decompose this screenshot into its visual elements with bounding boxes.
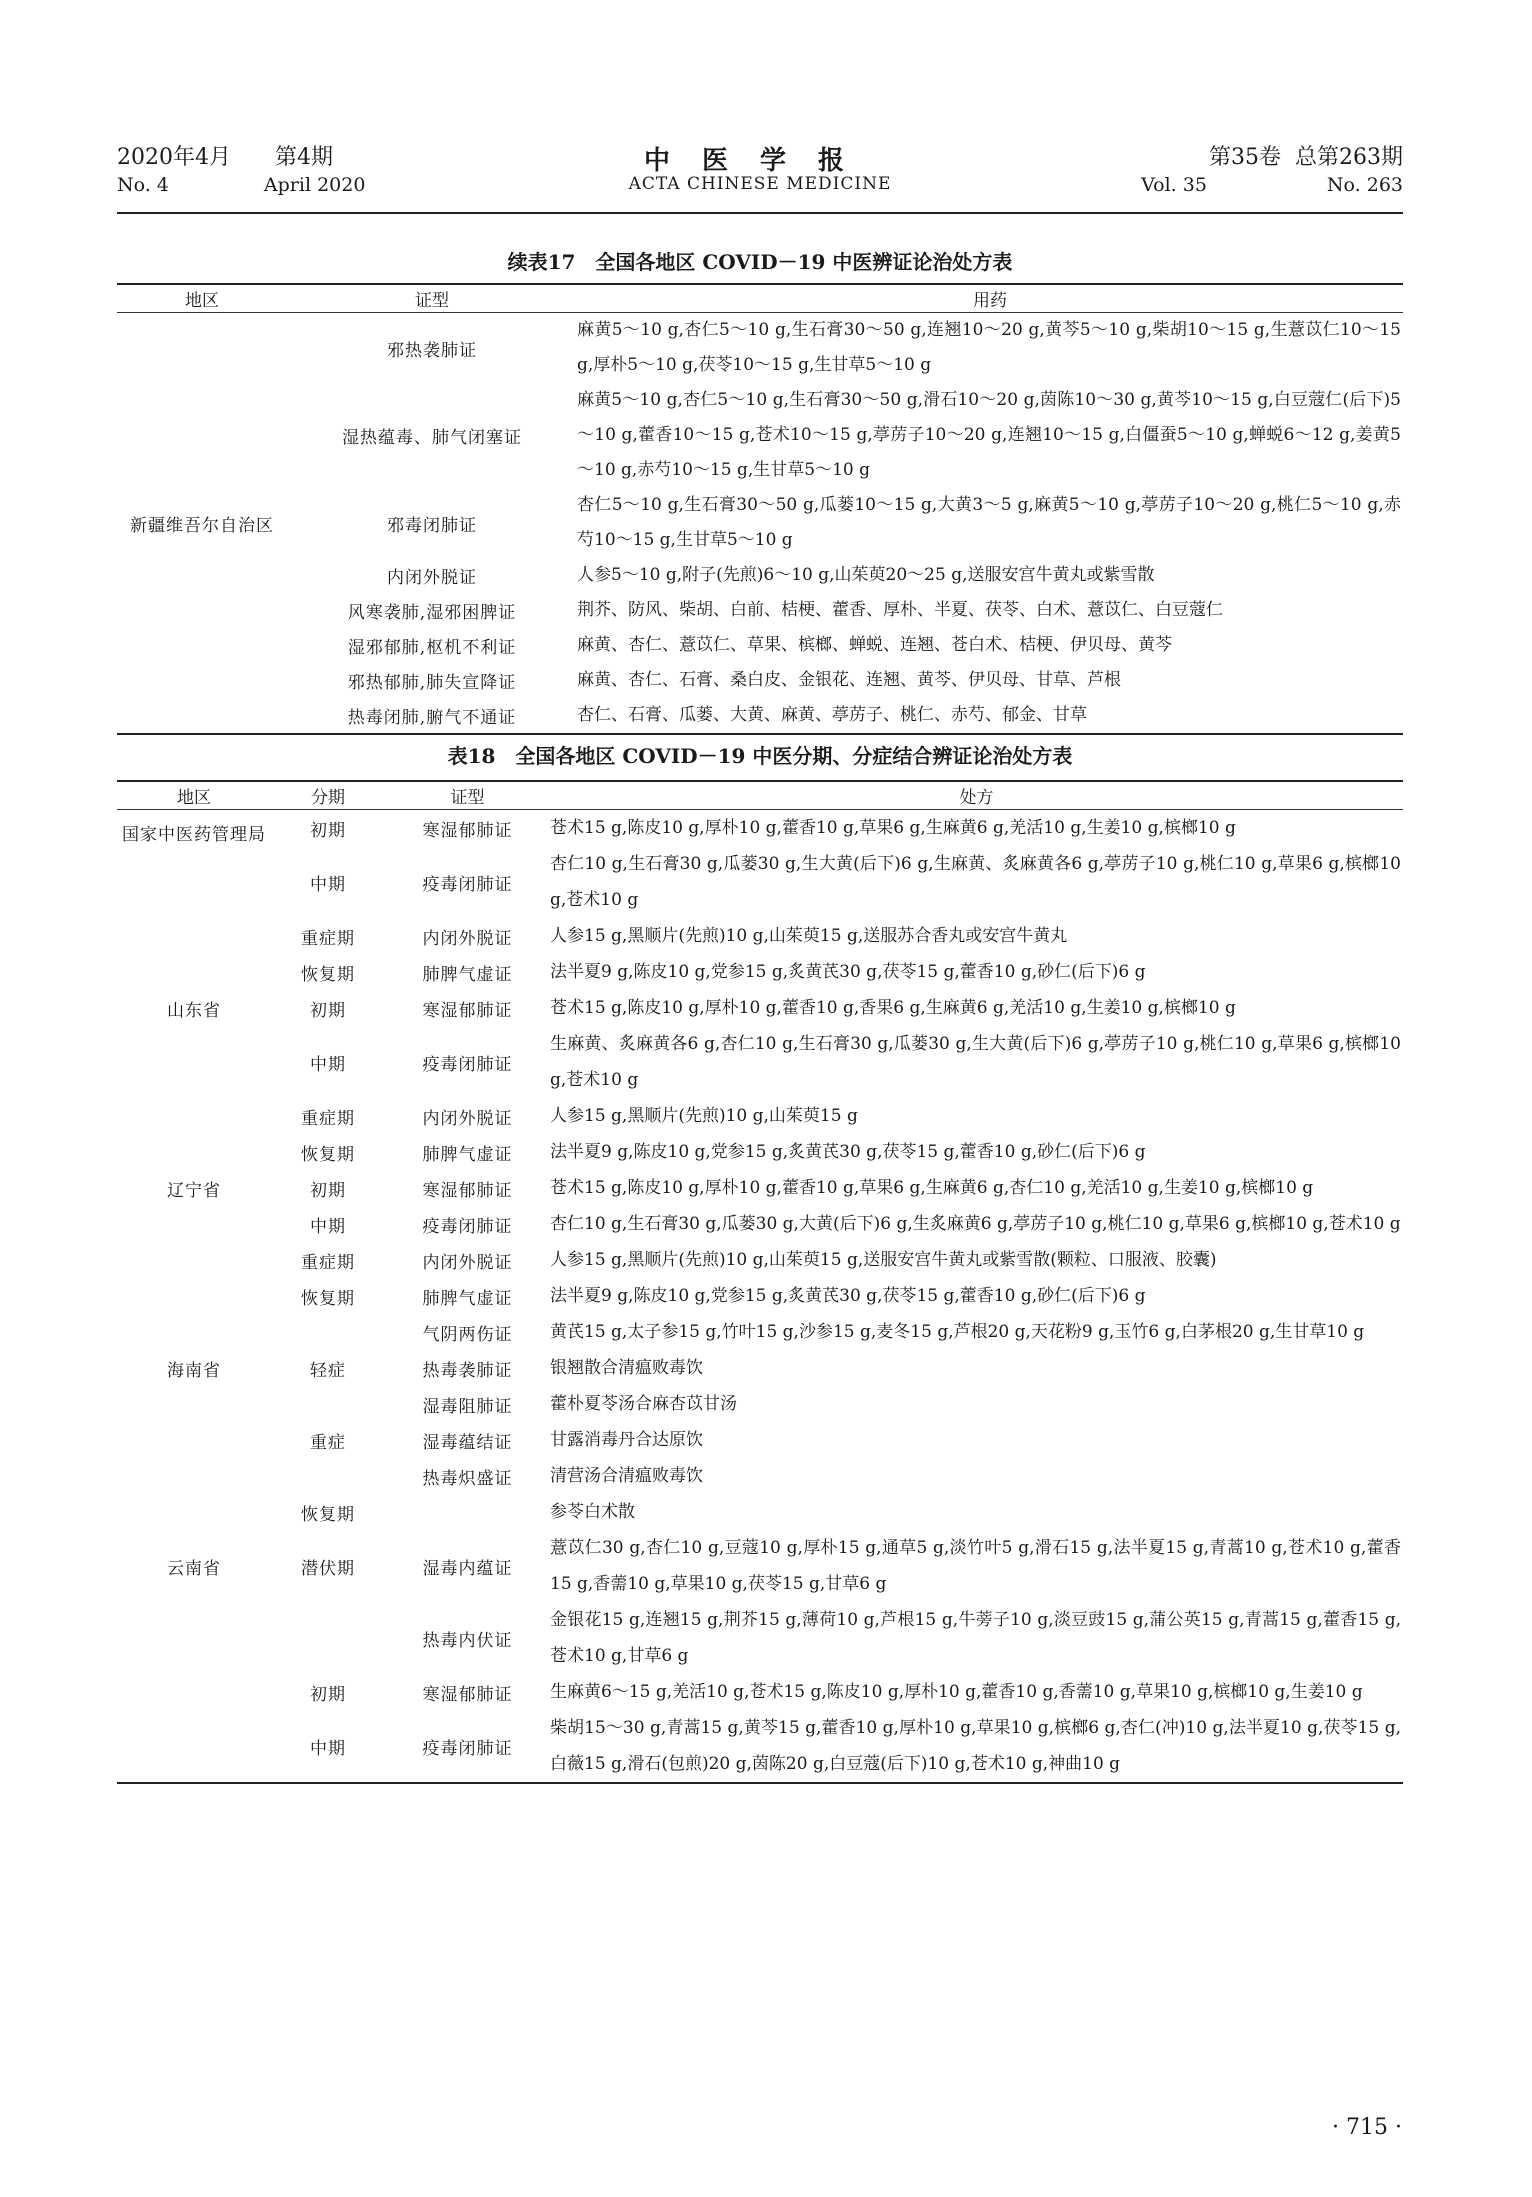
syndrome-cell: 邪毒闭肺证 <box>387 515 477 536</box>
syndrome-cell: 疫毒闭肺证 <box>422 1738 513 1759</box>
table-row <box>117 1350 1403 1386</box>
region-cell: 海南省 <box>167 1360 221 1381</box>
syndrome-cell <box>385 1494 550 1530</box>
table18-col-stage: 分期 <box>271 781 385 810</box>
prescription-cell: 杏仁10 g,生石膏30 g,瓜蒌30 g,大黄(后下)6 g,生炙麻黄6 g,葶苈子10 g,桃仁10 g,草果6 g,槟榔10 g,苍术10 g <box>550 1214 1401 1234</box>
header-rule <box>117 212 1403 214</box>
table-row <box>117 1314 1403 1350</box>
table17-col-syndrome: 证型 <box>287 284 577 313</box>
header-year-month: 2020年4月 <box>117 145 231 170</box>
syndrome-cell: 邪热袭肺证 <box>387 340 477 361</box>
prescription-cell: 荆芥、防风、柴胡、白前、桔梗、藿香、厚朴、半夏、茯苓、白术、薏苡仁、白豆蔻仁 <box>577 600 1223 620</box>
prescription-cell: 苍术15 g,陈皮10 g,厚朴10 g,藿香10 g,草果6 g,生麻黄6 g,杏仁10 g,羌活10 g,生姜10 g,槟榔10 g <box>550 1178 1314 1198</box>
stage-cell: 中期 <box>310 1054 346 1075</box>
prescription-cell: 清营汤合清瘟败毒饮 <box>550 1466 703 1486</box>
syndrome-cell: 疫毒闭肺证 <box>422 1216 513 1237</box>
prescription-cell: 杏仁、石膏、瓜蒌、大黄、麻黄、葶苈子、桃仁、赤芍、郁金、甘草 <box>577 705 1087 725</box>
prescription-cell: 麻黄、杏仁、薏苡仁、草果、槟榔、蝉蜕、连翘、苍白术、桔梗、伊贝母、黄芩 <box>577 635 1172 655</box>
prescription-cell: 杏仁10 g,生石膏30 g,瓜蒌30 g,生大黄(后下)6 g,生麻黄、炙麻黄各6 g,葶苈子10 g,桃仁10 g,草果6 g,槟榔10 g,苍术10 g <box>550 854 1401 910</box>
syndrome-cell: 肺脾气虚证 <box>422 1144 513 1165</box>
syndrome-cell: 湿毒内蕴证 <box>422 1558 513 1579</box>
syndrome-cell: 肺脾气虚证 <box>422 1288 513 1309</box>
syndrome-cell: 寒湿郁肺证 <box>422 1180 513 1201</box>
table-row <box>117 1098 1403 1134</box>
table-row <box>117 1242 1403 1278</box>
table-row <box>117 990 1403 1026</box>
table-row <box>117 1710 1403 1783</box>
table-row <box>117 698 1403 734</box>
syndrome-cell: 邪热郁肺,肺失宣降证 <box>347 673 517 693</box>
stage-cell: 重症 <box>310 1432 346 1453</box>
prescription-cell: 法半夏9 g,陈皮10 g,党参15 g,炙黄芪30 g,茯苓15 g,藿香10 g,砂仁(后下)6 g <box>550 1142 1146 1162</box>
running-header <box>117 140 1403 210</box>
table17-col-medication: 用药 <box>577 284 1403 313</box>
table18-caption: 表18 全国各地区 COVID－19 中医分期、分症结合辨证论治处方表 <box>447 744 1073 768</box>
table-row <box>117 846 1403 918</box>
stage-cell: 重症期 <box>301 928 355 949</box>
syndrome-cell: 内闭外脱证 <box>387 568 477 588</box>
header-issue: 第4期 <box>275 145 333 170</box>
prescription-cell: 银翘散合清瘟败毒饮 <box>550 1358 703 1378</box>
journal-title-en: ACTA CHINESE MEDICINE <box>628 174 892 194</box>
region-cell: 新疆维吾尔自治区 <box>130 515 274 536</box>
stage-cell: 重症期 <box>301 1108 355 1129</box>
prescription-cell: 人参5～10 g,附子(先煎)6～10 g,山茱萸20～25 g,送服安宫牛黄丸或紫雪散 <box>577 565 1155 585</box>
table-row <box>117 1278 1403 1314</box>
stage-cell: 重症期 <box>301 1252 355 1273</box>
stage-cell: 轻症 <box>310 1360 346 1381</box>
prescription-cell: 甘露消毒丹合达原饮 <box>550 1430 703 1450</box>
stage-cell: 初期 <box>310 820 346 841</box>
region-cell: 国家中医药管理局 <box>122 825 266 845</box>
prescription-cell: 金银花15 g,连翘15 g,荆芥15 g,薄荷10 g,芦根15 g,牛蒡子10 g,淡豆豉15 g,蒲公英15 g,青蒿15 g,藿香15 g,苍术10 g,甘草6 g <box>550 1610 1401 1666</box>
region-cell: 辽宁省 <box>167 1180 221 1201</box>
table-row <box>117 1602 1403 1674</box>
table-row <box>117 918 1403 954</box>
prescription-cell: 麻黄、杏仁、石膏、桑白皮、金银花、连翘、黄芩、伊贝母、甘草、芦根 <box>577 670 1121 690</box>
table-row <box>117 488 1403 558</box>
prescription-cell: 法半夏9 g,陈皮10 g,党参15 g,炙黄芪30 g,茯苓15 g,藿香10 g,砂仁(后下)6 g <box>550 962 1146 982</box>
table-row <box>117 663 1403 698</box>
table-row <box>117 1530 1403 1602</box>
table18-col-region: 地区 <box>117 781 271 810</box>
table-row <box>117 313 1403 384</box>
prescription-cell: 参苓白术散 <box>550 1502 635 1522</box>
table17-caption: 续表17 全国各地区 COVID－19 中医辨证论治处方表 <box>507 250 1013 274</box>
stage-cell: 恢复期 <box>301 964 355 985</box>
syndrome-cell: 内闭外脱证 <box>422 1108 513 1129</box>
stage-cell: 恢复期 <box>301 1144 355 1165</box>
syndrome-cell: 湿毒阻肺证 <box>422 1396 513 1417</box>
prescription-cell: 人参15 g,黑顺片(先煎)10 g,山茱萸15 g,送服安宫牛黄丸或紫雪散(颗粒、口服液、胶囊) <box>550 1250 1217 1270</box>
prescription-cell: 人参15 g,黑顺片(先煎)10 g,山茱萸15 g,送服苏合香丸或安宫牛黄丸 <box>550 926 1068 946</box>
table-row <box>117 1206 1403 1242</box>
table18-col-prescription: 处方 <box>550 781 1403 810</box>
stage-cell: 初期 <box>310 1180 346 1201</box>
page-number: · 715 · <box>1332 2115 1402 2140</box>
prescription-cell: 藿朴夏苓汤合麻杏苡甘汤 <box>550 1394 737 1414</box>
prescription-cell: 生麻黄6～15 g,羌活10 g,苍术15 g,陈皮10 g,厚朴10 g,藿香10 g,香薷10 g,草果10 g,槟榔10 g,生姜10 g <box>550 1682 1363 1702</box>
header-no-en: No. 4 <box>117 174 169 196</box>
syndrome-cell: 湿邪郁肺,枢机不利证 <box>347 638 517 658</box>
table18-header-row <box>117 781 1403 810</box>
table-row <box>117 1674 1403 1710</box>
syndrome-cell: 热毒炽盛证 <box>422 1468 513 1489</box>
stage-cell: 初期 <box>310 1000 346 1021</box>
syndrome-cell: 寒湿郁肺证 <box>422 820 513 841</box>
journal-title-cn: 中医学报 <box>643 146 876 176</box>
stage-cell: 恢复期 <box>301 1288 355 1309</box>
syndrome-cell: 肺脾气虚证 <box>422 964 513 985</box>
table-row <box>117 1386 1403 1422</box>
table-row <box>117 1170 1403 1206</box>
table18 <box>117 780 1403 1784</box>
stage-cell: 中期 <box>310 1738 346 1759</box>
syndrome-cell: 内闭外脱证 <box>422 928 513 949</box>
table-row <box>117 1422 1403 1458</box>
syndrome-cell: 热毒内伏证 <box>422 1630 513 1651</box>
table-row <box>117 810 1403 847</box>
prescription-cell: 柴胡15～30 g,青蒿15 g,黄芩15 g,藿香10 g,厚朴10 g,草果10 g,槟榔6 g,杏仁(冲)10 g,法半夏10 g,茯苓15 g,白薇15 g,滑石(包煎)20 g,茵陈20 g,白豆蔻(后下)10 g,苍术10 g,神曲10 g <box>550 1718 1401 1774</box>
prescription-cell: 薏苡仁30 g,杏仁10 g,豆蔻10 g,厚朴15 g,通草5 g,淡竹叶5 g,滑石15 g,法半夏15 g,青蒿10 g,苍术10 g,藿香15 g,香薷10 g,草果10 g,茯苓15 g,甘草6 g <box>550 1538 1401 1594</box>
table-row <box>117 1134 1403 1170</box>
syndrome-cell: 湿热蕴毒、肺气闭塞证 <box>342 428 522 448</box>
table-row <box>117 1494 1403 1530</box>
stage-cell <box>271 1602 385 1674</box>
prescription-cell: 苍术15 g,陈皮10 g,厚朴10 g,藿香10 g,香果6 g,生麻黄6 g,羌活10 g,生姜10 g,槟榔10 g <box>550 998 1236 1018</box>
syndrome-cell: 风寒袭肺,湿邪困脾证 <box>347 603 517 623</box>
syndrome-cell: 寒湿郁肺证 <box>422 1000 513 1021</box>
syndrome-cell: 热毒袭肺证 <box>422 1360 513 1381</box>
prescription-cell: 麻黄5～10 g,杏仁5～10 g,生石膏30～50 g,连翘10～20 g,黄芩5～10 g,柴胡10～15 g,生薏苡仁10～15 g,厚朴5～10 g,茯苓10～15 g,生甘草5～10 g <box>577 320 1401 375</box>
prescription-cell: 生麻黄、炙麻黄各6 g,杏仁10 g,生石膏30 g,瓜蒌30 g,生大黄(后下)6 g,葶苈子10 g,桃仁10 g,草果6 g,槟榔10 g,苍术10 g <box>550 1034 1401 1090</box>
table-row <box>117 383 1403 488</box>
table-row <box>117 593 1403 628</box>
header-month-en: April 2020 <box>263 174 366 196</box>
stage-cell <box>271 1314 385 1350</box>
syndrome-cell: 疫毒闭肺证 <box>422 1054 513 1075</box>
table-row <box>117 558 1403 593</box>
table17-col-region: 地区 <box>117 284 287 313</box>
table17 <box>117 283 1403 735</box>
stage-cell: 潜伏期 <box>301 1558 355 1579</box>
prescription-cell: 人参15 g,黑顺片(先煎)10 g,山茱萸15 g <box>550 1106 858 1126</box>
header-vol-en: Vol. 35 <box>1141 174 1207 196</box>
header-no-total-en: No. 263 <box>1326 174 1403 196</box>
stage-cell: 中期 <box>310 874 346 895</box>
table-row <box>117 1458 1403 1494</box>
stage-cell: 恢复期 <box>301 1504 355 1525</box>
table18-col-syndrome: 证型 <box>385 781 550 810</box>
table-row <box>117 1026 1403 1098</box>
header-total-issue: 总第263期 <box>1295 145 1403 170</box>
syndrome-cell: 寒湿郁肺证 <box>422 1684 513 1705</box>
stage-cell <box>271 1458 385 1494</box>
stage-cell <box>271 1386 385 1422</box>
syndrome-cell: 疫毒闭肺证 <box>422 874 513 895</box>
prescription-cell: 杏仁5～10 g,生石膏30～50 g,瓜蒌10～15 g,大黄3～5 g,麻黄5～10 g,葶苈子10～20 g,桃仁5～10 g,赤芍10～15 g,生甘草5～10 g <box>577 495 1401 550</box>
prescription-cell: 苍术15 g,陈皮10 g,厚朴10 g,藿香10 g,草果6 g,生麻黄6 g,羌活10 g,生姜10 g,槟榔10 g <box>550 818 1236 838</box>
prescription-cell: 黄芪15 g,太子参15 g,竹叶15 g,沙参15 g,麦冬15 g,芦根20 g,天花粉9 g,玉竹6 g,白茅根20 g,生甘草10 g <box>550 1322 1365 1342</box>
region-cell: 云南省 <box>167 1558 221 1579</box>
stage-cell: 初期 <box>310 1684 346 1705</box>
syndrome-cell: 湿毒蕴结证 <box>422 1432 513 1453</box>
syndrome-cell: 热毒闭肺,腑气不通证 <box>347 708 517 728</box>
table-row <box>117 954 1403 990</box>
region-cell: 山东省 <box>167 1000 221 1021</box>
table-row <box>117 628 1403 663</box>
header-volume: 第35卷 <box>1209 145 1281 170</box>
syndrome-cell: 内闭外脱证 <box>422 1252 513 1273</box>
syndrome-cell: 气阴两伤证 <box>422 1324 513 1345</box>
table17-header-row <box>117 284 1403 313</box>
prescription-cell: 麻黄5～10 g,杏仁5～10 g,生石膏30～50 g,滑石10～20 g,茵陈10～30 g,黄芩10～15 g,白豆蔻仁(后下)5～10 g,藿香10～15 g,苍术10～15 g,葶苈子10～20 g,连翘10～15 g,白僵蚕5～10 g,蝉蜕6～12 g,姜黄5～10 g,赤芍10～15 g,生甘草5～10 g <box>577 390 1401 480</box>
stage-cell: 中期 <box>310 1216 346 1237</box>
prescription-cell: 法半夏9 g,陈皮10 g,党参15 g,炙黄芪30 g,茯苓15 g,藿香10 g,砂仁(后下)6 g <box>550 1286 1146 1306</box>
